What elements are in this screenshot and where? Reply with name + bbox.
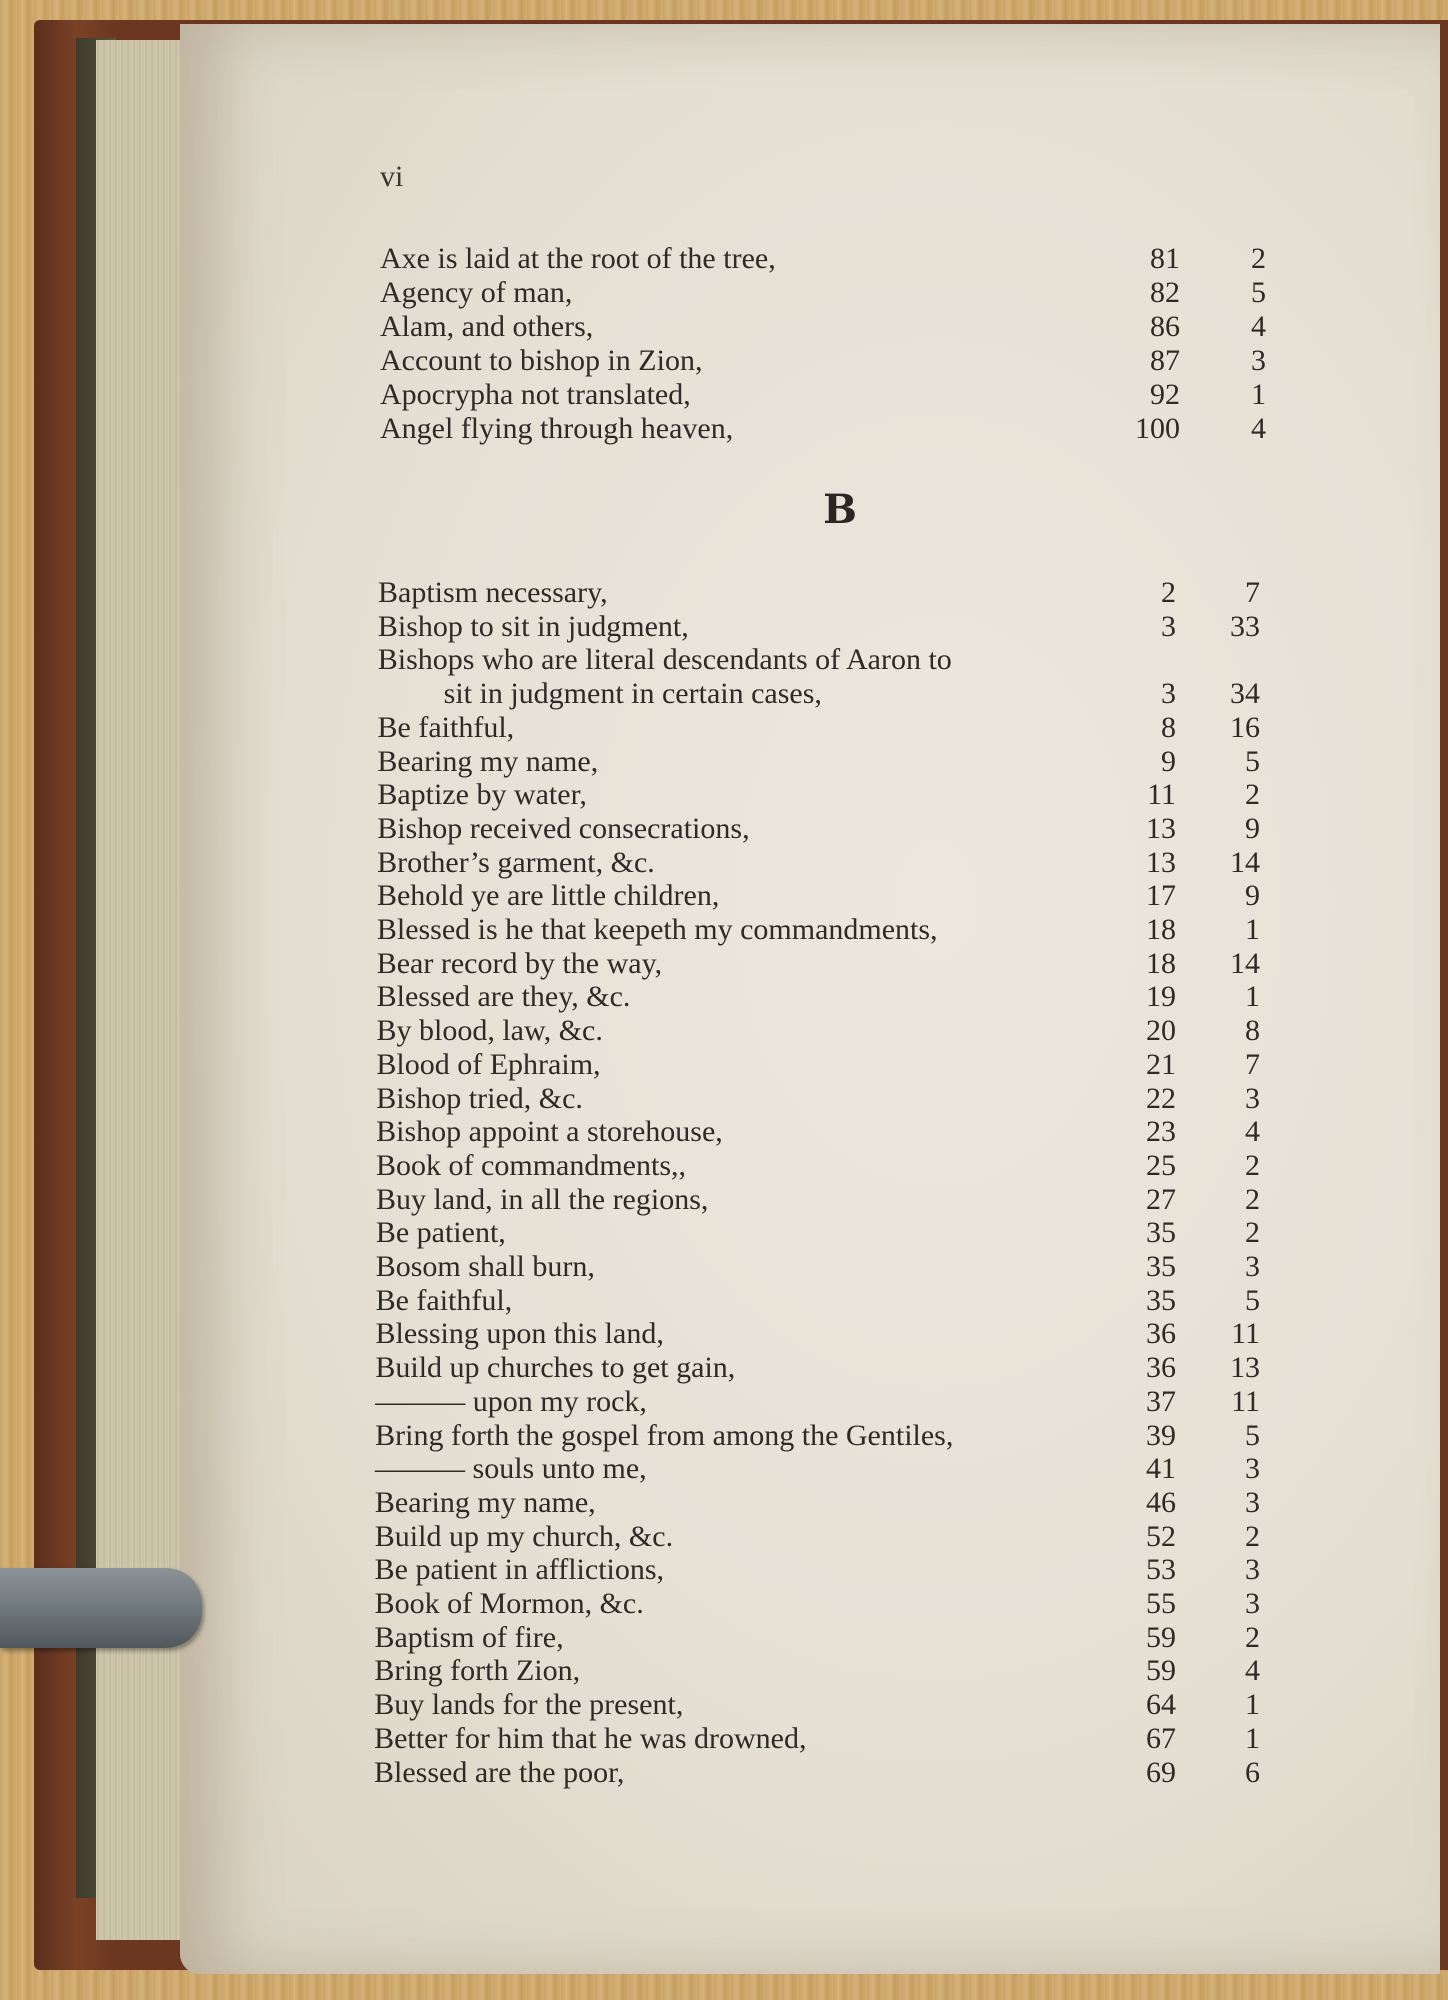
index-entry [0,1183,1448,1217]
entry-line: 4 [1251,310,1266,343]
entry-title: Be patient in afflictions, [374,1553,665,1587]
entry-page: 100 [1135,412,1180,445]
entry-title: Buy land, in all the regions, [375,1182,709,1216]
index-entry [0,1351,1448,1385]
index-entry [0,1048,1448,1082]
index-entry [0,1654,1448,1688]
index-entry [0,711,1448,745]
entry-title: Bishop to sit in judgment, [377,609,689,643]
index-entry [0,1284,1448,1318]
entry-title: Blessing upon this land, [375,1317,664,1351]
index-entry [0,677,1448,711]
entry-line: 16 [1230,710,1260,744]
entry-page: 53 [1146,1553,1176,1587]
index-entry [0,378,1448,412]
entry-title: Blood of Ephraim, [376,1047,601,1081]
index-entry [0,947,1448,981]
entry-title: Bishops who are literal descendants of Aaron to [377,643,952,677]
index-entry [0,1216,1448,1250]
index-entry [0,846,1448,880]
entry-page: 64 [1146,1688,1176,1722]
entry-line: 2 [1245,778,1260,812]
entry-line: 3 [1245,1081,1260,1115]
index-entry [0,1452,1448,1486]
entry-title: Alam, and others, [380,310,594,343]
entry-title: Blessed are the poor, [374,1755,625,1789]
index-entry [0,1486,1448,1520]
entry-title: Agency of man, [380,276,573,309]
entry-page: 46 [1146,1485,1176,1519]
index-entry [0,778,1448,812]
entry-title: Bring forth the gospel from among the Gentiles, [375,1418,954,1452]
entry-page: 18 [1146,913,1176,946]
entry-title: Book of commandments,, [376,1148,687,1182]
entry-line: 1 [1245,913,1260,946]
entry-line: 2 [1245,1620,1260,1654]
entry-line: 3 [1251,344,1266,377]
index-entry [0,1520,1448,1554]
index-entry [0,1082,1448,1116]
entry-page: 37 [1146,1384,1176,1418]
entry-title: Bearing my name, [374,1485,596,1519]
entry-title: Be faithful, [377,710,515,744]
entry-line: 3 [1245,1553,1260,1587]
index-entry [0,344,1448,378]
entry-page: 92 [1150,378,1180,411]
entry-line: 11 [1231,1384,1260,1418]
entry-page: 87 [1150,344,1180,377]
entry-line: 8 [1245,1014,1260,1048]
entry-line: 14 [1230,946,1260,980]
index-entry [0,610,1448,644]
entry-title: Angel flying through heaven, [380,412,734,445]
entry-line: 3 [1245,1250,1260,1283]
section-heading: B [823,486,857,533]
index-entry [0,1317,1448,1351]
entry-title: Brother’s garment, &c. [377,845,655,879]
entry-title: Bishop received consecrations, [377,811,750,845]
index-entry [0,1115,1448,1149]
entry-title: Be patient, [375,1216,506,1250]
entry-line: 1 [1245,1688,1260,1722]
entry-page: 25 [1146,1148,1176,1182]
entry-line: 3 [1245,1452,1260,1486]
entry-page: 69 [1146,1755,1176,1789]
index-entry [0,1553,1448,1587]
entry-title: Account to bishop in Zion, [380,344,703,377]
entry-line: 7 [1245,576,1260,609]
entry-page: 52 [1146,1519,1176,1553]
entry-title: Book of Mormon, &c. [374,1587,644,1620]
entry-page: 20 [1146,1014,1176,1048]
entry-line: 4 [1251,412,1266,445]
entry-page: 59 [1146,1654,1176,1688]
index-entry [0,276,1448,310]
entry-title: Buy lands for the present, [374,1688,684,1722]
entry-line: 1 [1245,980,1260,1014]
index-entry [0,1149,1448,1183]
entry-line: 33 [1230,609,1260,643]
entry-line: 14 [1230,845,1260,879]
entry-title: Baptism necessary, [378,576,608,609]
entry-page: 39 [1146,1418,1176,1452]
entry-line: 3 [1245,1485,1260,1519]
entry-line: 2 [1251,242,1266,275]
entry-title: Build up my church, &c. [374,1519,674,1553]
entry-page: 36 [1146,1317,1176,1351]
entry-page: 3 [1161,677,1176,711]
entry-page: 11 [1147,778,1176,812]
entry-title: Be faithful, [375,1283,513,1317]
entry-page: 81 [1150,242,1180,275]
index-entry [0,242,1448,276]
entry-title: Baptize by water, [377,778,587,812]
entry-page: 17 [1146,879,1176,913]
entry-title: ——— upon my rock, [375,1384,647,1418]
entry-line: 1 [1251,378,1266,411]
entry-title: Blessed is he that keepeth my commandments, [376,913,938,946]
entry-line: 9 [1245,879,1260,913]
entry-page: 19 [1146,980,1176,1014]
entry-page: 67 [1146,1721,1176,1755]
entry-title: Bearing my name, [377,744,599,778]
entry-line: 11 [1231,1317,1260,1351]
entry-line: 5 [1251,276,1266,309]
entry-title: ——— souls unto me, [375,1452,647,1486]
entry-title: Bosom shall burn, [375,1250,595,1283]
entry-title: Baptism of fire, [374,1620,564,1654]
entry-title: Blessed are they, &c. [376,980,631,1014]
entry-line: 2 [1245,1216,1260,1250]
entry-line: 34 [1230,677,1260,711]
entry-title: Better for him that he was drowned, [374,1721,807,1755]
entry-page: 13 [1146,811,1176,845]
entry-page: 18 [1146,946,1176,980]
entry-title: Bring forth Zion, [374,1654,581,1688]
index-entry [0,980,1448,1014]
index-entry [0,1688,1448,1722]
entry-page: 27 [1146,1182,1176,1216]
entry-page: 8 [1161,710,1176,744]
index-entry [0,1419,1448,1453]
index-entry [0,745,1448,779]
index-entry [0,310,1448,344]
entry-title: Behold ye are little children, [376,879,720,913]
entry-page: 21 [1146,1047,1176,1081]
entry-title: Bishop appoint a storehouse, [376,1115,723,1149]
entry-title: Build up churches to get gain, [375,1351,736,1385]
entry-line: 9 [1245,811,1260,845]
entry-page: 13 [1146,845,1176,879]
entry-page: 3 [1161,609,1176,643]
entry-page: 82 [1150,276,1180,309]
entry-line: 2 [1245,1148,1260,1182]
index-entry [0,1722,1448,1756]
index-entry [0,913,1448,947]
entry-line: 5 [1245,1418,1260,1452]
page-number: vi [380,160,404,193]
index-entry [0,812,1448,846]
index-entry [0,1014,1448,1048]
entry-page: 86 [1150,310,1180,343]
index-entry [0,412,1448,446]
index-entry [0,1385,1448,1419]
entry-line: 2 [1245,1182,1260,1216]
entry-line: 5 [1245,1283,1260,1317]
entry-title: Apocrypha not translated, [380,378,691,411]
entry-page: 35 [1146,1283,1176,1317]
entry-page: 35 [1146,1216,1176,1250]
entry-line: 4 [1245,1654,1260,1688]
entry-page: 2 [1161,576,1176,609]
entry-line: 1 [1245,1721,1260,1755]
entry-title: Axe is laid at the root of the tree, [380,242,776,275]
entry-line: 6 [1245,1755,1260,1789]
entry-line: 3 [1245,1587,1260,1620]
index-entry [0,879,1448,913]
index-entry [0,1621,1448,1655]
entry-line: 4 [1245,1115,1260,1149]
entry-title: Bear record by the way, [376,946,663,980]
entry-page: 35 [1146,1250,1176,1283]
index-entry [0,1587,1448,1621]
entry-title: By blood, law, &c. [376,1014,603,1048]
entry-line: 7 [1245,1047,1260,1081]
entry-page: 23 [1146,1115,1176,1149]
entry-line: 13 [1230,1351,1260,1385]
entry-page: 41 [1146,1452,1176,1486]
index-entry [0,1250,1448,1284]
index-entry [0,1756,1448,1790]
entry-line: 5 [1245,744,1260,778]
entry-page: 22 [1146,1081,1176,1115]
entry-page: 59 [1146,1620,1176,1654]
entry-line: 2 [1245,1519,1260,1553]
index-entry [0,643,1448,677]
entry-title: Bishop tried, &c. [376,1081,583,1115]
entry-page: 55 [1146,1587,1176,1620]
index-entry [0,576,1448,610]
entry-title: sit in judgment in certain cases, [443,677,822,711]
entry-page: 36 [1146,1351,1176,1385]
entry-page: 9 [1161,744,1176,778]
